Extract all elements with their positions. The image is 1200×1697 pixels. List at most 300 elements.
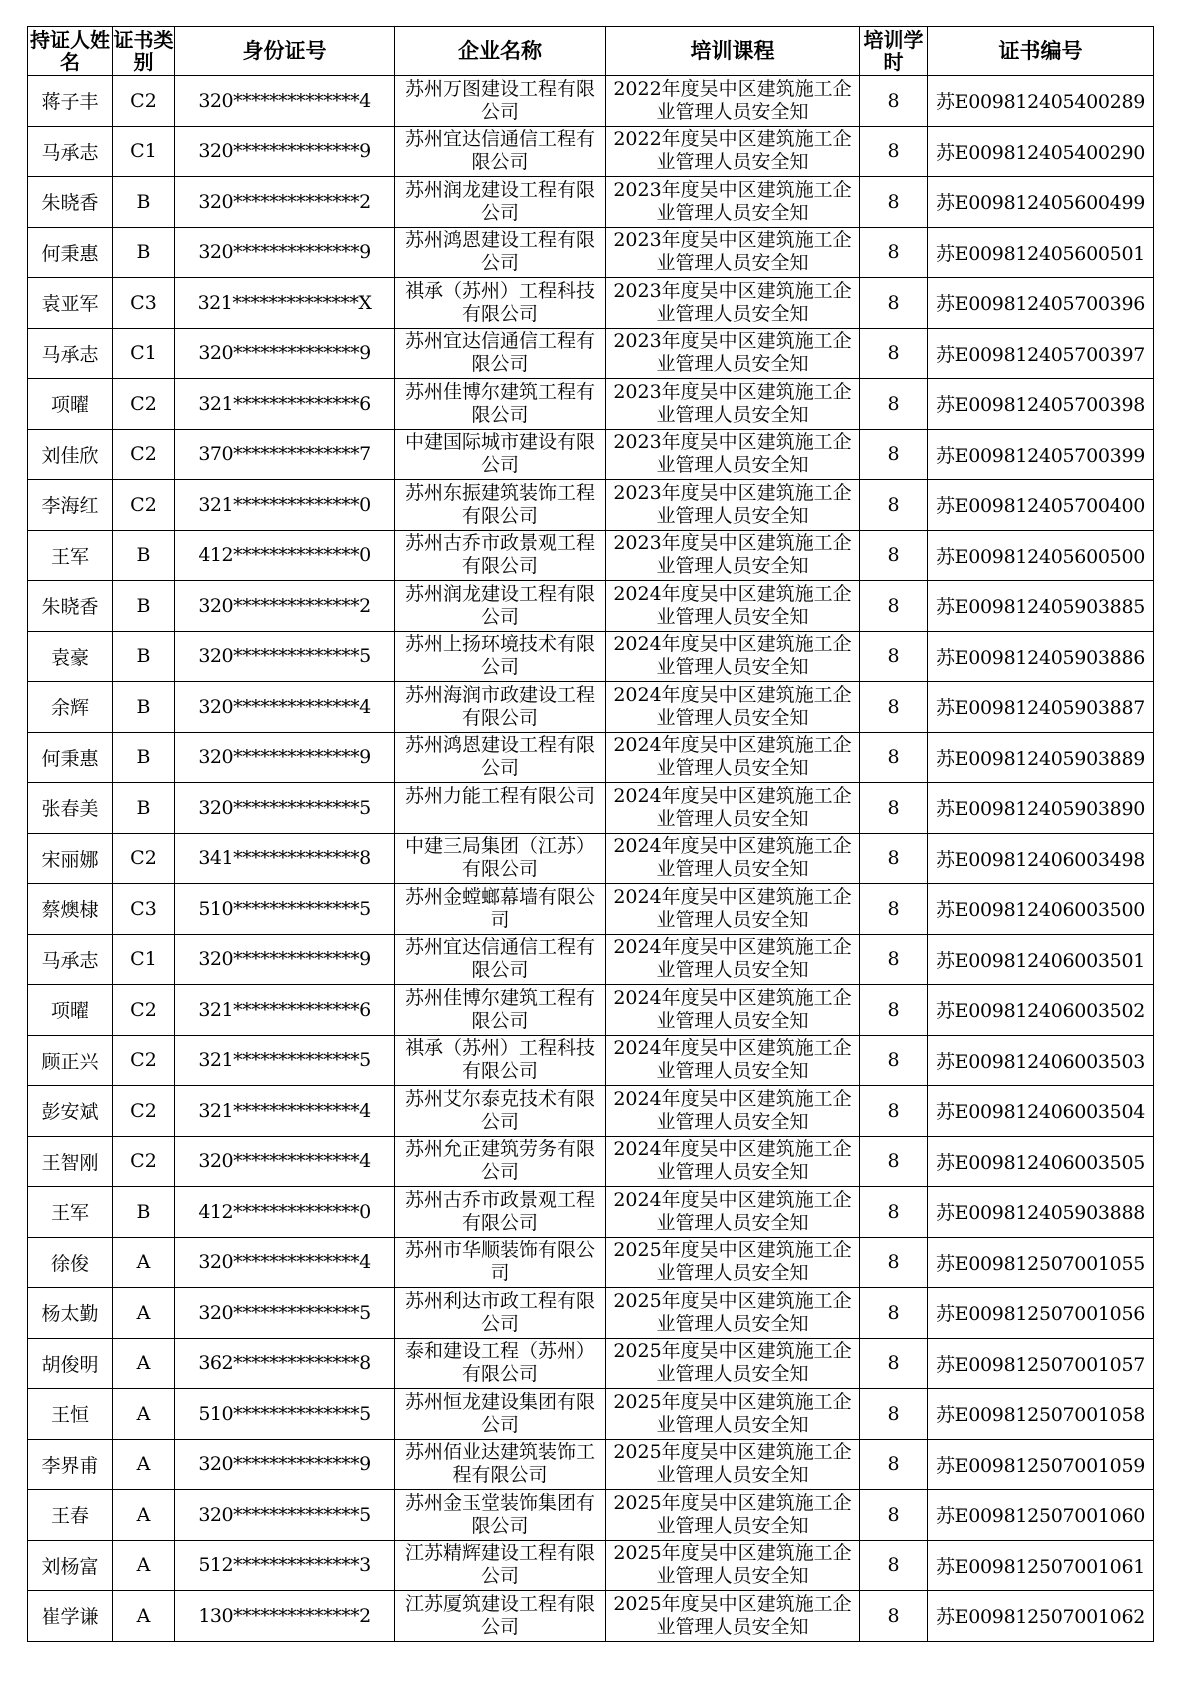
- certificate-category-cell: A: [113, 1540, 175, 1591]
- training-hours-cell: 8: [860, 1338, 928, 1389]
- holder-name-cell: 何秉惠: [28, 732, 113, 783]
- training-hours-cell: 8: [860, 1389, 928, 1440]
- certificate-number-cell: 苏E009812405700396: [928, 278, 1154, 329]
- training-course-cell-text: 2023年度吴中区建筑施工企业管理人员安全知: [613, 229, 852, 275]
- company-name-cell-text: 苏州恒龙建设集团有限公司: [404, 1390, 595, 1436]
- training-course-cell: [606, 1288, 860, 1339]
- holder-name-cell: 朱晓香: [28, 177, 113, 228]
- table-row: [28, 126, 1154, 177]
- training-course-cell: [606, 631, 860, 682]
- training-hours-cell: 8: [860, 480, 928, 531]
- certificate-category-cell: C2: [113, 379, 175, 430]
- certificate-category-cell: A: [113, 1288, 175, 1339]
- company-name-cell-text: 江苏厦筑建设工程有限公司: [404, 1592, 595, 1638]
- certificate-number-cell: 苏E009812406003504: [928, 1086, 1154, 1137]
- certificate-category-cell: C1: [113, 328, 175, 379]
- training-course-cell: [606, 934, 860, 985]
- company-name-cell: [395, 1338, 606, 1389]
- id-number-cell: 130**************2: [175, 1591, 395, 1642]
- company-name-cell: [395, 934, 606, 985]
- training-course-cell-text: 2023年度吴中区建筑施工企业管理人员安全知: [613, 481, 852, 527]
- certificate-category-cell: A: [113, 1338, 175, 1389]
- id-number-cell: 320**************5: [175, 783, 395, 834]
- company-name-cell-text: 苏州上扬环境技术有限公司: [404, 633, 595, 679]
- table-body: [28, 76, 1154, 1642]
- training-course-cell-text: 2024年度吴中区建筑施工企业管理人员安全知: [613, 683, 852, 729]
- holder-name-cell: 王恒: [28, 1389, 113, 1440]
- table-row: [28, 177, 1154, 228]
- certificate-number-cell: 苏E009812405700397: [928, 328, 1154, 379]
- id-number-cell: 320**************9: [175, 732, 395, 783]
- training-course-cell-text: 2024年度吴中区建筑施工企业管理人员安全知: [613, 1138, 852, 1184]
- table-row: [28, 1490, 1154, 1541]
- training-course-cell-text: 2024年度吴中区建筑施工企业管理人员安全知: [613, 1037, 852, 1083]
- certificate-number-cell: 苏E009812507001062: [928, 1591, 1154, 1642]
- training-hours-cell: 8: [860, 1439, 928, 1490]
- certificate-category-cell: C2: [113, 1136, 175, 1187]
- id-number-cell: 320**************4: [175, 682, 395, 733]
- certificate-number-cell: 苏E009812406003505: [928, 1136, 1154, 1187]
- training-course-cell: [606, 1439, 860, 1490]
- company-name-cell-text: 苏州润龙建设工程有限公司: [404, 178, 595, 224]
- table-row: [28, 1136, 1154, 1187]
- company-name-cell: [395, 177, 606, 228]
- company-name-cell-text: 苏州金螳螂幕墙有限公司: [404, 885, 595, 931]
- certificate-number-cell: 苏E009812507001055: [928, 1237, 1154, 1288]
- certificate-category-cell: B: [113, 530, 175, 581]
- id-number-cell: 321**************5: [175, 1035, 395, 1086]
- id-number-cell: 321**************6: [175, 379, 395, 430]
- holder-name-cell: 胡俊明: [28, 1338, 113, 1389]
- certificate-number-cell: 苏E009812406003502: [928, 985, 1154, 1036]
- holder-name-cell: 何秉惠: [28, 227, 113, 278]
- certificate-category-cell: A: [113, 1389, 175, 1440]
- holder-name-cell: 刘杨富: [28, 1540, 113, 1591]
- certificate-category-cell: C3: [113, 884, 175, 935]
- training-course-cell-text: 2025年度吴中区建筑施工企业管理人员安全知: [613, 1239, 852, 1285]
- training-course-cell-text: 2022年度吴中区建筑施工企业管理人员安全知: [613, 77, 852, 123]
- certificate-category-cell: A: [113, 1237, 175, 1288]
- id-number-cell: 320**************5: [175, 1490, 395, 1541]
- company-name-cell-text: 苏州宜达信通信工程有限公司: [404, 128, 595, 174]
- company-name-cell: [395, 76, 606, 127]
- certificate-number-cell: 苏E009812405903885: [928, 581, 1154, 632]
- company-name-cell-text: 苏州古乔市政景观工程有限公司: [404, 1188, 595, 1234]
- table-row: [28, 328, 1154, 379]
- training-hours-cell: 8: [860, 530, 928, 581]
- holder-name-cell: 李海红: [28, 480, 113, 531]
- training-hours-cell: 8: [860, 1540, 928, 1591]
- table-row: [28, 1338, 1154, 1389]
- holder-name-cell: 项曜: [28, 379, 113, 430]
- company-name-cell-text: 江苏精辉建设工程有限公司: [404, 1542, 595, 1588]
- id-number-cell: 341**************8: [175, 833, 395, 884]
- table-row: [28, 631, 1154, 682]
- certificate-number-cell: 苏E009812405600501: [928, 227, 1154, 278]
- training-hours-cell: 8: [860, 631, 928, 682]
- training-hours-cell: 8: [860, 76, 928, 127]
- header-category: 证书类别: [113, 28, 174, 74]
- certificate-category-cell: C2: [113, 985, 175, 1036]
- certificate-category-cell: B: [113, 1187, 175, 1238]
- id-number-cell: 510**************5: [175, 884, 395, 935]
- holder-name-cell: 蔡燠棣: [28, 884, 113, 935]
- company-name-cell-text: 祺承（苏州）工程科技有限公司: [404, 1037, 595, 1083]
- company-name-cell-text: 苏州鸿恩建设工程有限公司: [404, 734, 595, 780]
- company-name-cell: [395, 227, 606, 278]
- training-course-cell: [606, 1540, 860, 1591]
- table-row: [28, 985, 1154, 1036]
- id-number-cell: 370**************7: [175, 429, 395, 480]
- training-course-cell-text: 2024年度吴中区建筑施工企业管理人员安全知: [613, 633, 852, 679]
- table-row: [28, 227, 1154, 278]
- certificate-number-cell: 苏E009812405700400: [928, 480, 1154, 531]
- id-number-cell: 320**************9: [175, 126, 395, 177]
- training-course-cell: [606, 530, 860, 581]
- holder-name-cell: 刘佳欣: [28, 429, 113, 480]
- training-hours-cell: 8: [860, 1187, 928, 1238]
- training-course-cell: [606, 177, 860, 228]
- company-name-cell: [395, 278, 606, 329]
- training-course-cell: [606, 1035, 860, 1086]
- holder-name-cell: 马承志: [28, 934, 113, 985]
- training-hours-cell: 8: [860, 682, 928, 733]
- training-course-cell: [606, 429, 860, 480]
- training-hours-cell: 8: [860, 1035, 928, 1086]
- table-row: [28, 1288, 1154, 1339]
- id-number-cell: 512**************3: [175, 1540, 395, 1591]
- training-course-cell: [606, 783, 860, 834]
- company-name-cell-text: 苏州海润市政建设工程有限公司: [404, 683, 595, 729]
- training-course-cell-text: 2023年度吴中区建筑施工企业管理人员安全知: [613, 380, 852, 426]
- table-row: [28, 581, 1154, 632]
- training-hours-cell: 8: [860, 328, 928, 379]
- training-hours-cell: 8: [860, 1237, 928, 1288]
- company-name-cell: [395, 1136, 606, 1187]
- training-course-cell-text: 2025年度吴中区建筑施工企业管理人员安全知: [613, 1289, 852, 1335]
- id-number-cell: 320**************9: [175, 328, 395, 379]
- certificate-number-cell: 苏E009812406003500: [928, 884, 1154, 935]
- certificate-category-cell: C2: [113, 429, 175, 480]
- company-name-cell: [395, 1288, 606, 1339]
- company-name-cell-text: 苏州鸿恩建设工程有限公司: [404, 229, 595, 275]
- company-name-cell: [395, 985, 606, 1036]
- company-name-cell-text: 苏州金玉堂装饰集团有限公司: [404, 1491, 595, 1537]
- training-course-cell: [606, 1187, 860, 1238]
- id-number-cell: 321**************6: [175, 985, 395, 1036]
- table-row: [28, 1591, 1154, 1642]
- certificate-category-cell: C2: [113, 480, 175, 531]
- table-row: [28, 530, 1154, 581]
- table-row: [28, 1439, 1154, 1490]
- certificate-category-cell: C2: [113, 1086, 175, 1137]
- certificate-table: [27, 26, 1154, 1642]
- certificate-number-cell: 苏E009812405700399: [928, 429, 1154, 480]
- certificate-number-cell: 苏E009812507001061: [928, 1540, 1154, 1591]
- id-number-cell: 320**************5: [175, 631, 395, 682]
- training-hours-cell: 8: [860, 227, 928, 278]
- id-number-cell: 510**************5: [175, 1389, 395, 1440]
- company-name-cell-text: 祺承（苏州）工程科技有限公司: [404, 279, 595, 325]
- training-course-cell-text: 2024年度吴中区建筑施工企业管理人员安全知: [613, 582, 852, 628]
- table-row: [28, 934, 1154, 985]
- id-number-cell: 320**************9: [175, 1439, 395, 1490]
- header-row: [28, 27, 1154, 76]
- company-name-cell: [395, 833, 606, 884]
- training-course-cell-text: 2024年度吴中区建筑施工企业管理人员安全知: [613, 734, 852, 780]
- certificate-number-cell: 苏E009812405903888: [928, 1187, 1154, 1238]
- training-course-cell: [606, 76, 860, 127]
- certificate-number-cell: 苏E009812405903889: [928, 732, 1154, 783]
- holder-name-cell: 崔学谦: [28, 1591, 113, 1642]
- training-course-cell: [606, 1338, 860, 1389]
- table-row: [28, 783, 1154, 834]
- id-number-cell: 320**************4: [175, 1136, 395, 1187]
- certificate-category-cell: B: [113, 732, 175, 783]
- company-name-cell-text: 苏州佳博尔建筑工程有限公司: [404, 380, 595, 426]
- certificate-number-cell: 苏E009812406003498: [928, 833, 1154, 884]
- company-name-cell: [395, 783, 606, 834]
- company-name-cell: [395, 732, 606, 783]
- table-row: [28, 379, 1154, 430]
- company-name-cell-text: 苏州艾尔泰克技术有限公司: [404, 1087, 595, 1133]
- id-number-cell: 321**************4: [175, 1086, 395, 1137]
- holder-name-cell: 徐俊: [28, 1237, 113, 1288]
- training-hours-cell: 8: [860, 278, 928, 329]
- company-name-cell-text: 泰和建设工程（苏州）有限公司: [404, 1340, 595, 1386]
- training-course-cell: [606, 884, 860, 935]
- holder-name-cell: 袁亚军: [28, 278, 113, 329]
- company-name-cell: [395, 1490, 606, 1541]
- holder-name-cell: 王春: [28, 1490, 113, 1541]
- id-number-cell: 320**************4: [175, 76, 395, 127]
- certificate-category-cell: B: [113, 682, 175, 733]
- certificate-category-cell: B: [113, 177, 175, 228]
- table-row: [28, 732, 1154, 783]
- certificate-number-cell: 苏E009812406003503: [928, 1035, 1154, 1086]
- holder-name-cell: 朱晓香: [28, 581, 113, 632]
- id-number-cell: 412**************0: [175, 1187, 395, 1238]
- company-name-cell: [395, 530, 606, 581]
- company-name-cell: [395, 581, 606, 632]
- holder-name-cell: 顾正兴: [28, 1035, 113, 1086]
- training-course-cell: [606, 379, 860, 430]
- training-course-cell: [606, 480, 860, 531]
- certificate-number-cell: 苏E009812405700398: [928, 379, 1154, 430]
- table-row: [28, 833, 1154, 884]
- company-name-cell: [395, 1540, 606, 1591]
- company-name-cell-text: 苏州市华顺装饰有限公司: [404, 1239, 595, 1285]
- table-row: [28, 1389, 1154, 1440]
- training-hours-cell: 8: [860, 379, 928, 430]
- header-cert-no: 证书编号: [928, 27, 1154, 76]
- certificate-category-cell: B: [113, 783, 175, 834]
- training-course-cell-text: 2024年度吴中区建筑施工企业管理人员安全知: [613, 986, 852, 1032]
- company-name-cell: [395, 1591, 606, 1642]
- id-number-cell: 320**************4: [175, 1237, 395, 1288]
- training-course-cell: [606, 732, 860, 783]
- company-name-cell-text: 苏州宜达信通信工程有限公司: [404, 936, 595, 982]
- company-name-cell-text: 苏州润龙建设工程有限公司: [404, 582, 595, 628]
- company-name-cell: [395, 1439, 606, 1490]
- company-name-cell-text: 苏州利达市政工程有限公司: [404, 1289, 595, 1335]
- training-course-cell: [606, 1136, 860, 1187]
- training-course-cell-text: 2025年度吴中区建筑施工企业管理人员安全知: [613, 1592, 852, 1638]
- table-row: [28, 1086, 1154, 1137]
- certificate-category-cell: C1: [113, 126, 175, 177]
- training-hours-cell: 8: [860, 581, 928, 632]
- certificate-number-cell: 苏E009812405903886: [928, 631, 1154, 682]
- training-hours-cell: 8: [860, 1288, 928, 1339]
- header-name: 持证人姓名: [28, 27, 113, 76]
- table-row: [28, 884, 1154, 935]
- holder-name-cell: 马承志: [28, 328, 113, 379]
- holder-name-cell: 项曜: [28, 985, 113, 1036]
- training-course-cell: [606, 126, 860, 177]
- holder-name-cell: 王军: [28, 1187, 113, 1238]
- certificate-category-cell: B: [113, 581, 175, 632]
- id-number-cell: 362**************8: [175, 1338, 395, 1389]
- company-name-cell-text: 苏州允正建筑劳务有限公司: [404, 1138, 595, 1184]
- company-name-cell: [395, 682, 606, 733]
- training-course-cell-text: 2024年度吴中区建筑施工企业管理人员安全知: [613, 1188, 852, 1234]
- holder-name-cell: 彭安斌: [28, 1086, 113, 1137]
- company-name-cell-text: 苏州古乔市政景观工程有限公司: [404, 532, 595, 578]
- training-course-cell: [606, 278, 860, 329]
- certificate-category-cell: A: [113, 1490, 175, 1541]
- header-id-number: 身份证号: [175, 27, 395, 76]
- training-hours-cell: 8: [860, 884, 928, 935]
- training-course-cell: [606, 227, 860, 278]
- certificate-category-cell: C1: [113, 934, 175, 985]
- id-number-cell: 321**************0: [175, 480, 395, 531]
- table-row: [28, 1540, 1154, 1591]
- training-course-cell-text: 2023年度吴中区建筑施工企业管理人员安全知: [613, 431, 852, 477]
- certificate-number-cell: 苏E009812405400289: [928, 76, 1154, 127]
- training-course-cell: [606, 833, 860, 884]
- certificate-number-cell: 苏E009812405903887: [928, 682, 1154, 733]
- training-course-cell: [606, 581, 860, 632]
- header-company: 企业名称: [395, 27, 606, 76]
- company-name-cell-text: 苏州力能工程有限公司: [404, 784, 595, 807]
- holder-name-cell: 袁豪: [28, 631, 113, 682]
- company-name-cell-text: 苏州佳博尔建筑工程有限公司: [404, 986, 595, 1032]
- table-row: [28, 1237, 1154, 1288]
- company-name-cell: [395, 1035, 606, 1086]
- company-name-cell-text: 中建国际城市建设有限公司: [404, 431, 595, 477]
- id-number-cell: 320**************2: [175, 581, 395, 632]
- table-row: [28, 76, 1154, 127]
- holder-name-cell: 张春美: [28, 783, 113, 834]
- training-hours-cell: 8: [860, 934, 928, 985]
- training-course-cell-text: 2024年度吴中区建筑施工企业管理人员安全知: [613, 936, 852, 982]
- training-hours-cell: 8: [860, 985, 928, 1036]
- company-name-cell: [395, 1389, 606, 1440]
- certificate-number-cell: 苏E009812405600499: [928, 177, 1154, 228]
- certificate-number-cell: 苏E009812405400290: [928, 126, 1154, 177]
- table-row: [28, 278, 1154, 329]
- company-name-cell: [395, 379, 606, 430]
- training-course-cell: [606, 1237, 860, 1288]
- training-course-cell-text: 2025年度吴中区建筑施工企业管理人员安全知: [613, 1491, 852, 1537]
- training-course-cell: [606, 328, 860, 379]
- training-course-cell-text: 2025年度吴中区建筑施工企业管理人员安全知: [613, 1441, 852, 1487]
- company-name-cell-text: 苏州东振建筑装饰工程有限公司: [404, 481, 595, 527]
- holder-name-cell: 李界甫: [28, 1439, 113, 1490]
- id-number-cell: 320**************5: [175, 1288, 395, 1339]
- company-name-cell: [395, 1086, 606, 1137]
- table-row: [28, 429, 1154, 480]
- training-course-cell-text: 2023年度吴中区建筑施工企业管理人员安全知: [613, 178, 852, 224]
- id-number-cell: 320**************9: [175, 227, 395, 278]
- id-number-cell: 320**************2: [175, 177, 395, 228]
- certificate-category-cell: C3: [113, 278, 175, 329]
- company-name-cell-text: 苏州宜达信通信工程有限公司: [404, 330, 595, 376]
- training-course-cell: [606, 1086, 860, 1137]
- company-name-cell: [395, 126, 606, 177]
- table-row: [28, 1035, 1154, 1086]
- training-course-cell-text: 2023年度吴中区建筑施工企业管理人员安全知: [613, 532, 852, 578]
- holder-name-cell: 王军: [28, 530, 113, 581]
- certificate-number-cell: 苏E009812507001057: [928, 1338, 1154, 1389]
- certificate-category-cell: A: [113, 1591, 175, 1642]
- training-hours-cell: 8: [860, 783, 928, 834]
- certificate-number-cell: 苏E009812507001058: [928, 1389, 1154, 1440]
- training-course-cell: [606, 985, 860, 1036]
- certificate-number-cell: 苏E009812507001056: [928, 1288, 1154, 1339]
- company-name-cell-text: 苏州万图建设工程有限公司: [404, 77, 595, 123]
- training-hours-cell: 8: [860, 1136, 928, 1187]
- certificate-number-cell: 苏E009812507001059: [928, 1439, 1154, 1490]
- company-name-cell: [395, 480, 606, 531]
- table-row: [28, 480, 1154, 531]
- holder-name-cell: 余辉: [28, 682, 113, 733]
- certificate-number-cell: 苏E009812507001060: [928, 1490, 1154, 1541]
- holder-name-cell: 宋丽娜: [28, 833, 113, 884]
- table-row: [28, 682, 1154, 733]
- certificate-category-cell: C2: [113, 76, 175, 127]
- training-course-cell: [606, 1490, 860, 1541]
- company-name-cell: [395, 884, 606, 935]
- header-course: 培训课程: [606, 27, 860, 76]
- holder-name-cell: 杨太勤: [28, 1288, 113, 1339]
- certificate-category-cell: B: [113, 631, 175, 682]
- training-hours-cell: 8: [860, 732, 928, 783]
- holder-name-cell: 马承志: [28, 126, 113, 177]
- training-course-cell: [606, 1389, 860, 1440]
- training-hours-cell: 8: [860, 1591, 928, 1642]
- company-name-cell: [395, 1187, 606, 1238]
- certificate-number-cell: 苏E009812406003501: [928, 934, 1154, 985]
- training-hours-cell: 8: [860, 177, 928, 228]
- company-name-cell-text: 苏州佰业达建筑装饰工程有限公司: [404, 1441, 595, 1487]
- certificate-number-cell: 苏E009812405600500: [928, 530, 1154, 581]
- holder-name-cell: 王智刚: [28, 1136, 113, 1187]
- header-hours: 培训学时: [860, 27, 928, 76]
- certificate-number-cell: 苏E009812405903890: [928, 783, 1154, 834]
- certificate-category-cell: A: [113, 1439, 175, 1490]
- company-name-cell: [395, 1237, 606, 1288]
- training-hours-cell: 8: [860, 429, 928, 480]
- training-course-cell-text: 2022年度吴中区建筑施工企业管理人员安全知: [613, 128, 852, 174]
- id-number-cell: 412**************0: [175, 530, 395, 581]
- training-course-cell: [606, 1591, 860, 1642]
- training-hours-cell: 8: [860, 1490, 928, 1541]
- training-hours-cell: 8: [860, 126, 928, 177]
- training-course-cell-text: 2024年度吴中区建筑施工企业管理人员安全知: [613, 835, 852, 881]
- training-hours-cell: 8: [860, 1086, 928, 1137]
- training-course-cell-text: 2024年度吴中区建筑施工企业管理人员安全知: [613, 885, 852, 931]
